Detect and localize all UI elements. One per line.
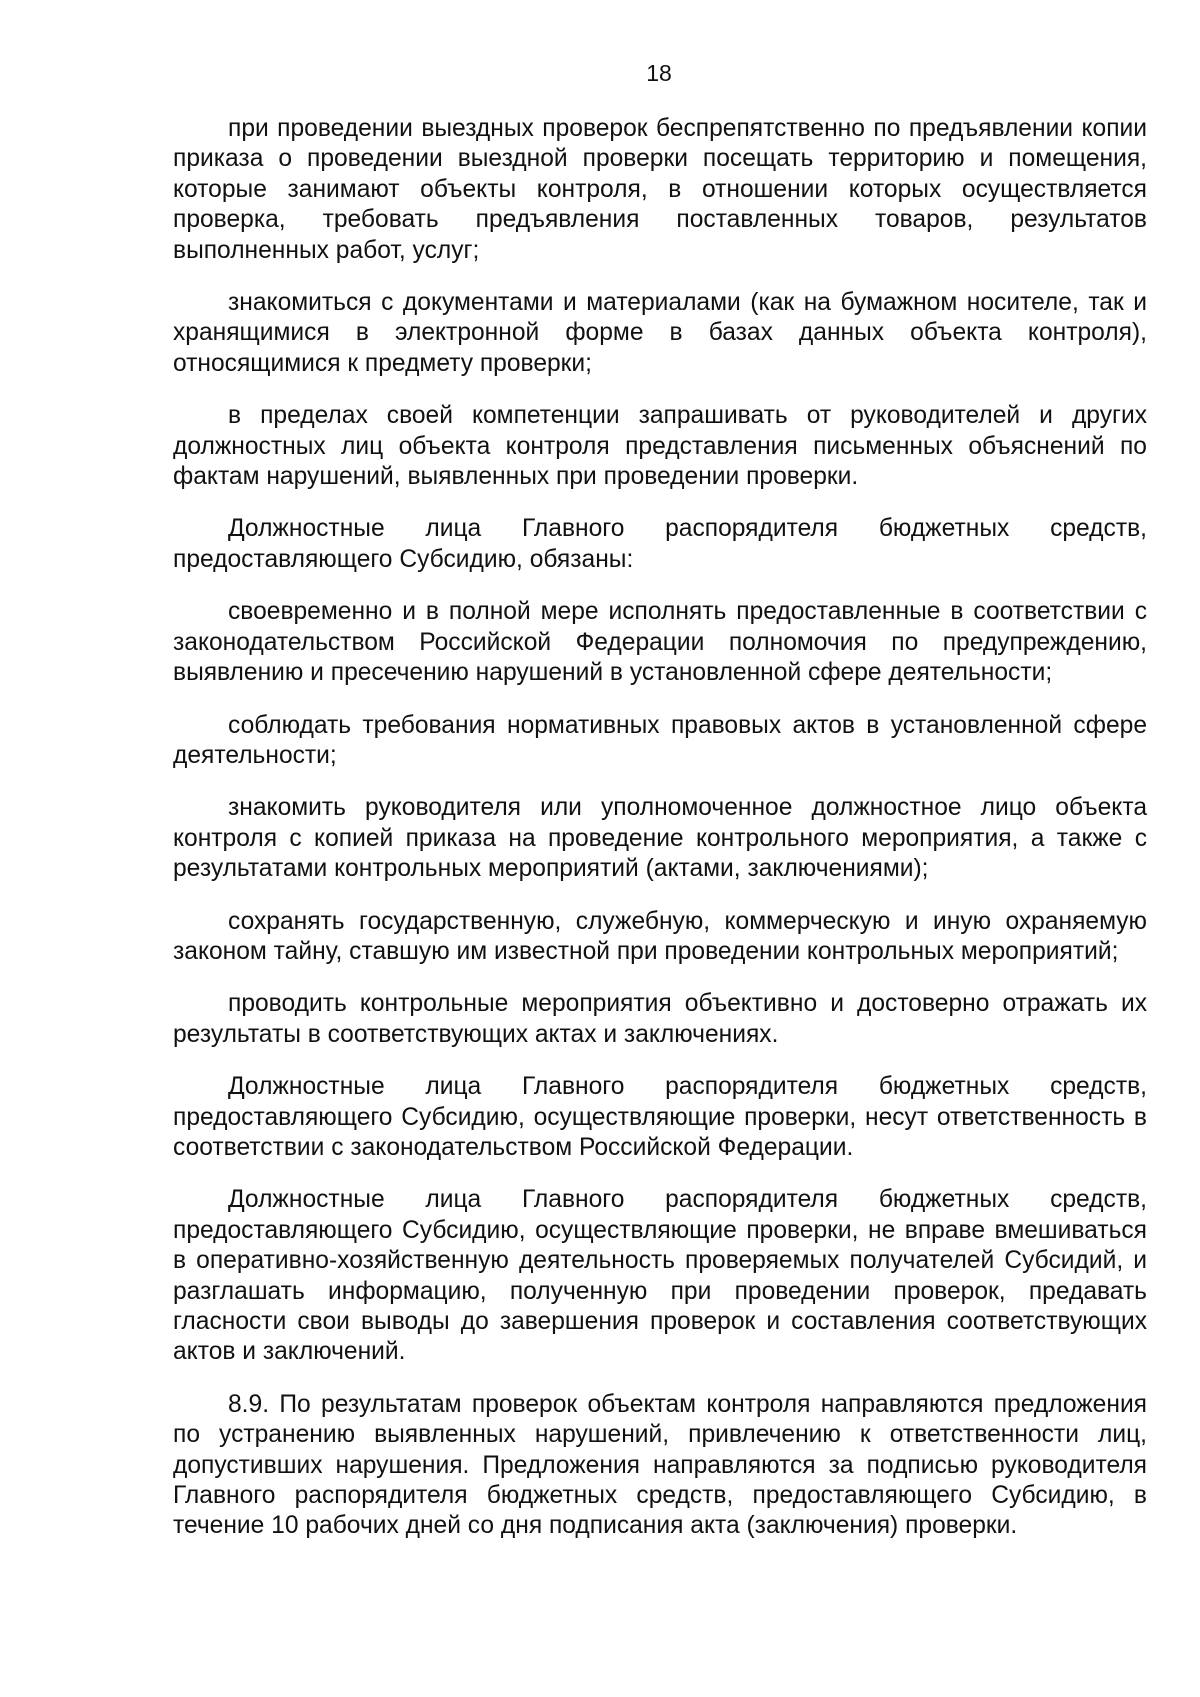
paragraph-keep-secrets: сохранять государственную, служебную, коммерческую и иную охраняемую законом тайну, ставшую им известной при проведении контрольных мероприятий; — [173, 907, 1147, 965]
paragraph-request-explanations: в пределах своей компетенции запрашивать от руководителей и других должностных лиц объекта контроля представления письменных объяснений по фактам нарушений, выявленных при проведении проверки. — [173, 402, 1147, 491]
paragraph-execute-powers: своевременно и в полной мере исполнять предоставленные в соответствии с законодательством Российской Федерации полномочия по предупреждению, выявлению и пресечению нарушений в установленной сфере деятельности; — [173, 598, 1147, 687]
paragraph-non-interference: Должностные лица Главного распорядителя бюджетных средств, предоставляющего Субсидию, осуществляющие проверки, не вправе вмешиваться в оперативно-хозяйственную деятельность проверяемых получателей Субсидий, и разглашать информацию, полученную при проведении проверок, предавать гласности свои выводы до завершения проверок и составления соответствующих актов и заключений. — [173, 1186, 1147, 1366]
paragraph-section-8-9: 8.9. По результатам проверок объектам контроля направляются предложения по устранению выявленных нарушений, привлечению к ответственности лиц, допустивших нарушения. Предложения направляются за подписью руководителя Главного распорядителя бюджетных средств, предоставляющего Субсидию, в течение 10 рабочих дней со дня подписания акта (заключения) проверки. — [173, 1390, 1147, 1540]
paragraph-responsibility: Должностные лица Главного распорядителя бюджетных средств, предоставляющего Субсидию, осуществляющие проверки, несут ответственность в соответствии с законодательством Российской Федерации. — [173, 1073, 1147, 1161]
paragraph-inspection-access: при проведении выездных проверок беспрепятственно по предъявлении копии приказа о проведении выездной проверки посещать территорию и помещения, которые занимают объекты контроля, в отношении которых осуществляется проверка, требовать предъявления поставленных товаров, результатов выполненных работ, услуг; — [173, 115, 1147, 264]
paragraph-familiarize-order: знакомить руководителя или уполномоченное должностное лицо объекта контроля с копией приказа на проведение контрольного мероприятия, а также с результатами контрольных мероприятий (актами, заключениями); — [173, 794, 1147, 883]
paragraph-comply-requirements: соблюдать требования нормативных правовых актов в установленной сфере деятельности; — [173, 711, 1147, 769]
page-number: 18 — [646, 60, 672, 86]
paragraph-officials-obligations: Должностные лица Главного распорядителя бюджетных средств, предоставляющего Субсидию, обязаны: — [173, 515, 1147, 573]
paragraph-review-documents: знакомиться с документами и материалами (как на бумажном носителе, так и хранящимися в электронной форме в базах данных объекта контроля), относящимися к предмету проверки; — [173, 289, 1147, 377]
paragraph-objective-control: проводить контрольные мероприятия объективно и достоверно отражать их результаты в соответствующих актах и заключениях. — [173, 990, 1147, 1048]
document-body — [173, 114, 1147, 1564]
